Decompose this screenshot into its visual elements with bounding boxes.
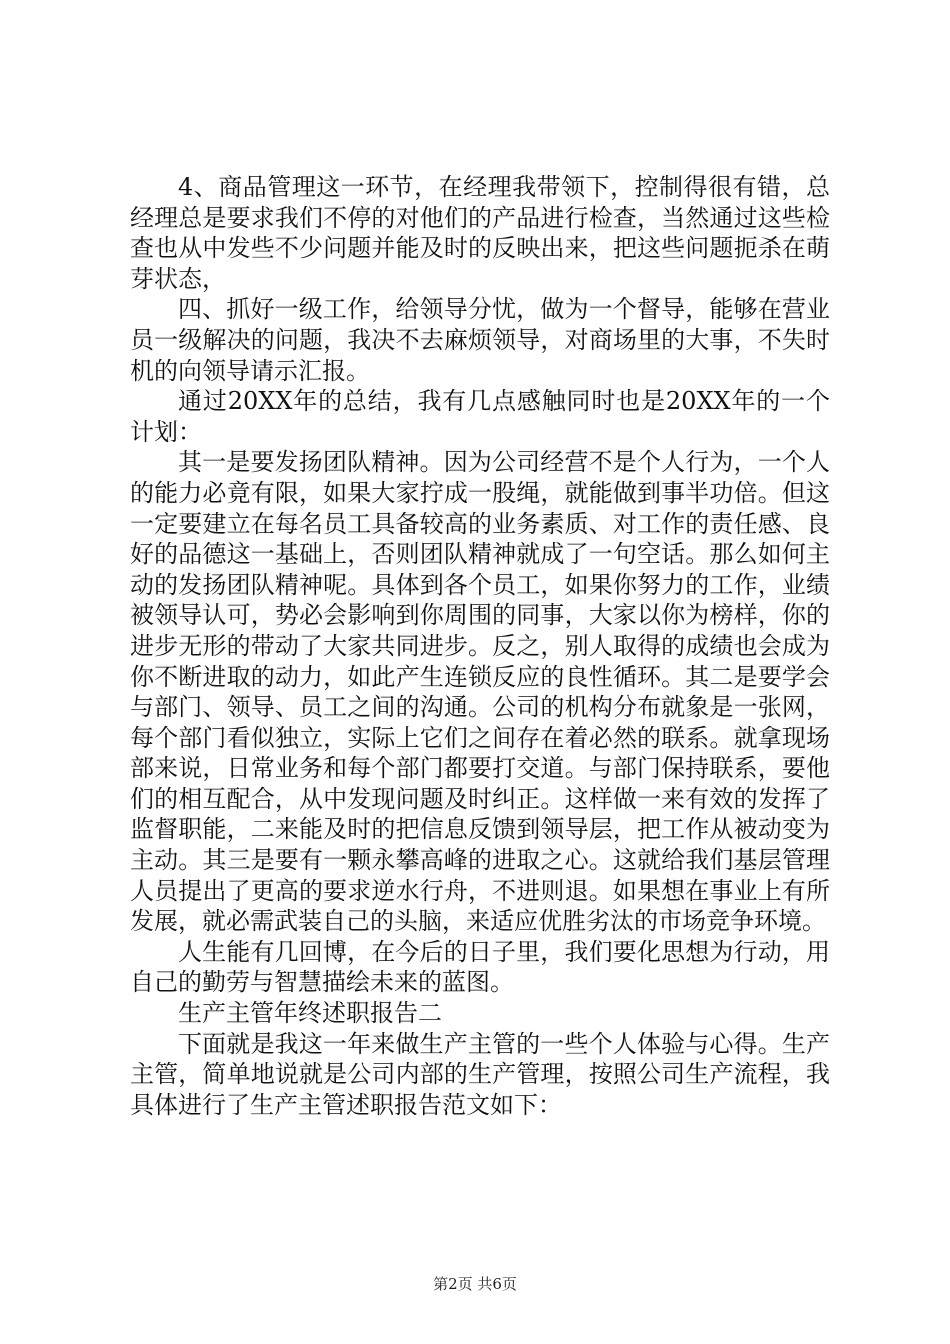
page-number-footer: 第2页 共6页 [433, 1275, 517, 1293]
paragraph-life-outlook: 人生能有几回博，在今后的日子里，我们要化思想为行动，用自己的勤劳与智慧描绘未来的蓝图。 [130, 937, 830, 997]
paragraph-summary-intro: 通过20XX年的总结，我有几点感触同时也是20XX年的一个计划： [130, 387, 830, 446]
section-heading: 生产主管年终述职报告二 [178, 999, 442, 1028]
paragraph-first-level-work: 四、抓好一级工作，给领导分忧，做为一个督导，能够在营业员一级解决的问题，我决不去麻烦领导，对商场里的大事，不失时机的向领导请示汇报。 [130, 295, 830, 385]
document-body [130, 172, 830, 1120]
paragraph-production-manager: 下面就是我这一年来做生产主管的一些个人体验与心得。生产主管，简单地说就是公司内部的生产管理，按照公司生产流程，我具体进行了生产主管述职报告范文如下： [130, 1029, 830, 1119]
paragraph-product-management: 4、商品管理这一环节，在经理我带领下，控制得很有错，总经理总是要求我们不停的对他们的产品进行检查，当然通过这些检查也从中发些不少问题并能及时的反映出来，把这些问题扼杀在萌芽状态， [130, 173, 830, 293]
paragraph-team-spirit: 其一是要发扬团队精神。因为公司经营不是个人行为，一个人的能力必竟有限，如果大家拧成一股绳，就能做到事半功倍。但这一定要建立在每名员工具备较高的业务素质、对工作的责任感、良好的品德这一基础上，否则团队精神就成了一句空话。那么如何主动的发扬团队精神呢。具体到各个员工，如果你努力的工作，业绩被领导认可，势必会影响到你周围的同事，大家以你为榜样，你的进步无形的带动了大家共同进步。反之，别人取得的成绩也会成为你不断进取的动力，如此产生连锁反应的良性循环。其二是要学会与部门、领导、员工之间的沟通。公司的机构分布就象是一张网，每个部门看似独立，实际上它们之间存在着必然的联系。就拿现场部来说，日常业务和每个部门都要打交道。与部门保持联系，要他们的相互配合，从中发现问题及时纠正。这样做一来有效的发挥了监督职能，二来能及时的把信息反馈到领导层，把工作从被动变为主动。其三是要有一颗永攀高峰的进取之心。这就给我们基层管理人员提出了更高的要求逆水行舟，不进则退。如果想在事业上有所发展，就必需武装自己的头脑，来适应优胜劣汰的市场竞争环境。 [130, 448, 830, 936]
